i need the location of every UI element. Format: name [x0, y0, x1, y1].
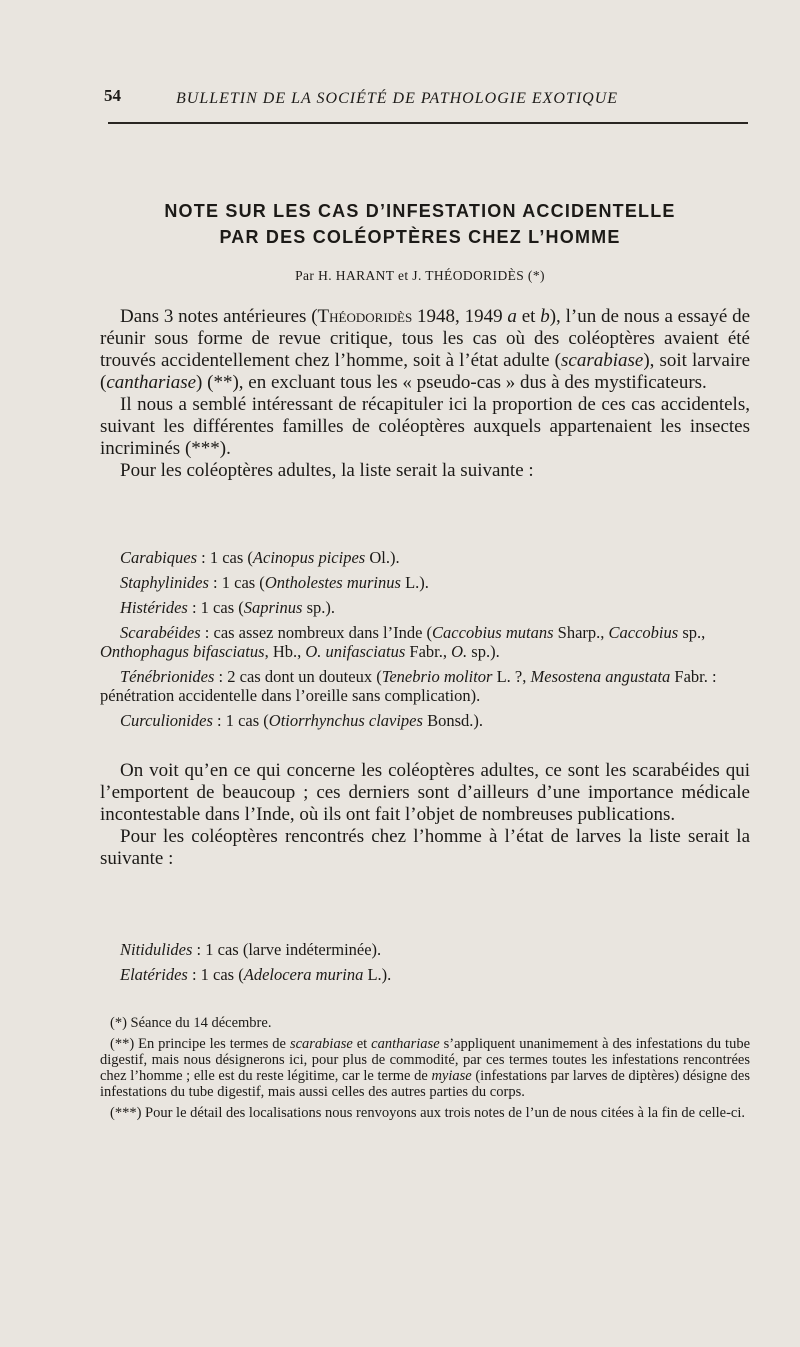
paragraph: Pour les coléoptères rencontrés chez l’homme à l’état de larves la liste serait la suivante :: [100, 826, 750, 869]
list-item: Nitidulides : 1 cas (larve indéterminée).: [120, 940, 382, 959]
list-item: Ténébrionides : 2 cas dont un douteux (Tenebrio molitor L. ?, Mesostena angustata Fabr. : pénétration accidentelle dans l’oreille sans complication).: [100, 667, 717, 705]
list-item: Histérides : 1 cas (Saprinus sp.).: [120, 598, 335, 617]
footnote: (*) Séance du 14 décembre.: [110, 1015, 272, 1031]
paragraph: On voit qu’en ce qui concerne les coléoptères adultes, ce sont les scarabéides qui l’emportent de beaucoup ; ces derniers sont d’ailleurs d’une importance médicale incontestable dans l’Inde, où ils ont fait l’objet de nombreuses publications.: [100, 760, 750, 825]
intro-text: [100, 306, 750, 482]
adult-list: [100, 548, 750, 736]
paragraph: Dans 3 notes antérieures (Théodoridès 1948, 1949 a et b), l’un de nous a essayé de réunir sous forme de revue critique, tous les cas où des coléoptères avaient été trouvés accidentellement chez l’homme, soit à l’état adulte (scarabiase), soit larvaire (canthariase) (**), en excluant tous les « pseudo-cas » dus à des mystificateurs.: [100, 306, 751, 393]
footnote: (***) Pour le détail des localisations nous renvoyons aux trois notes de l’un de nous citées à la fin de celle-ci.: [110, 1105, 746, 1121]
larva-list: [100, 940, 750, 990]
footnote: (**) En principe les termes de scarabiase et canthariase s’appliquent unanimement à des infestations du tube digestif, mais nous désignerons ici, pour plus de commodité, par ces termes toutes les infestations rencontrées chez l’homme ; elle est du reste légitime, car le terme de myiase (infestations par larves de diptères) désigne des infestations du tube digestif, mais aussi celles des autres parties du corps.: [100, 1036, 751, 1100]
paragraph: Pour les coléoptères adultes, la liste serait la suivante :: [120, 460, 534, 481]
discussion-text: [100, 760, 750, 870]
header-rule: [108, 122, 748, 124]
title-line-1: NOTE SUR LES CAS D’INFESTATION ACCIDENTELLE: [164, 201, 676, 221]
list-item: Staphylinides : 1 cas (Ontholestes murinus L.).: [120, 573, 429, 592]
title-line-2: PAR DES COLÉOPTÈRES CHEZ L’HOMME: [219, 227, 621, 247]
list-item: Elatérides : 1 cas (Adelocera murina L.).: [120, 965, 392, 984]
list-item: Scarabéides : cas assez nombreux dans l’Inde (Caccobius mutans Sharp., Caccobius sp., Onthophagus bifasciatus, Hb., O. unifasciatus Fabr., O. sp.).: [100, 623, 706, 661]
running-header: [100, 80, 750, 130]
journal-title: BULLETIN DE LA SOCIÉTÉ DE PATHOLOGIE EXOTIQUE: [176, 90, 619, 107]
footnotes: [100, 1015, 750, 1126]
list-item: Carabiques : 1 cas (Acinopus picipes Ol.).: [120, 548, 400, 567]
authors: Par H. HARANT et J. THÉODORIDÈS (*): [295, 268, 545, 283]
list-item: Curculionides : 1 cas (Otiorrhynchus clavipes Bonsd.).: [120, 711, 483, 730]
page-number: 54: [104, 86, 121, 105]
paragraph: Il nous a semblé intéressant de récapituler ici la proportion de ces cas accidentels, suivant les différentes familles de coléoptères auxquels appartenaient les insectes incriminés (***).: [100, 394, 750, 459]
article-title: [110, 198, 730, 250]
